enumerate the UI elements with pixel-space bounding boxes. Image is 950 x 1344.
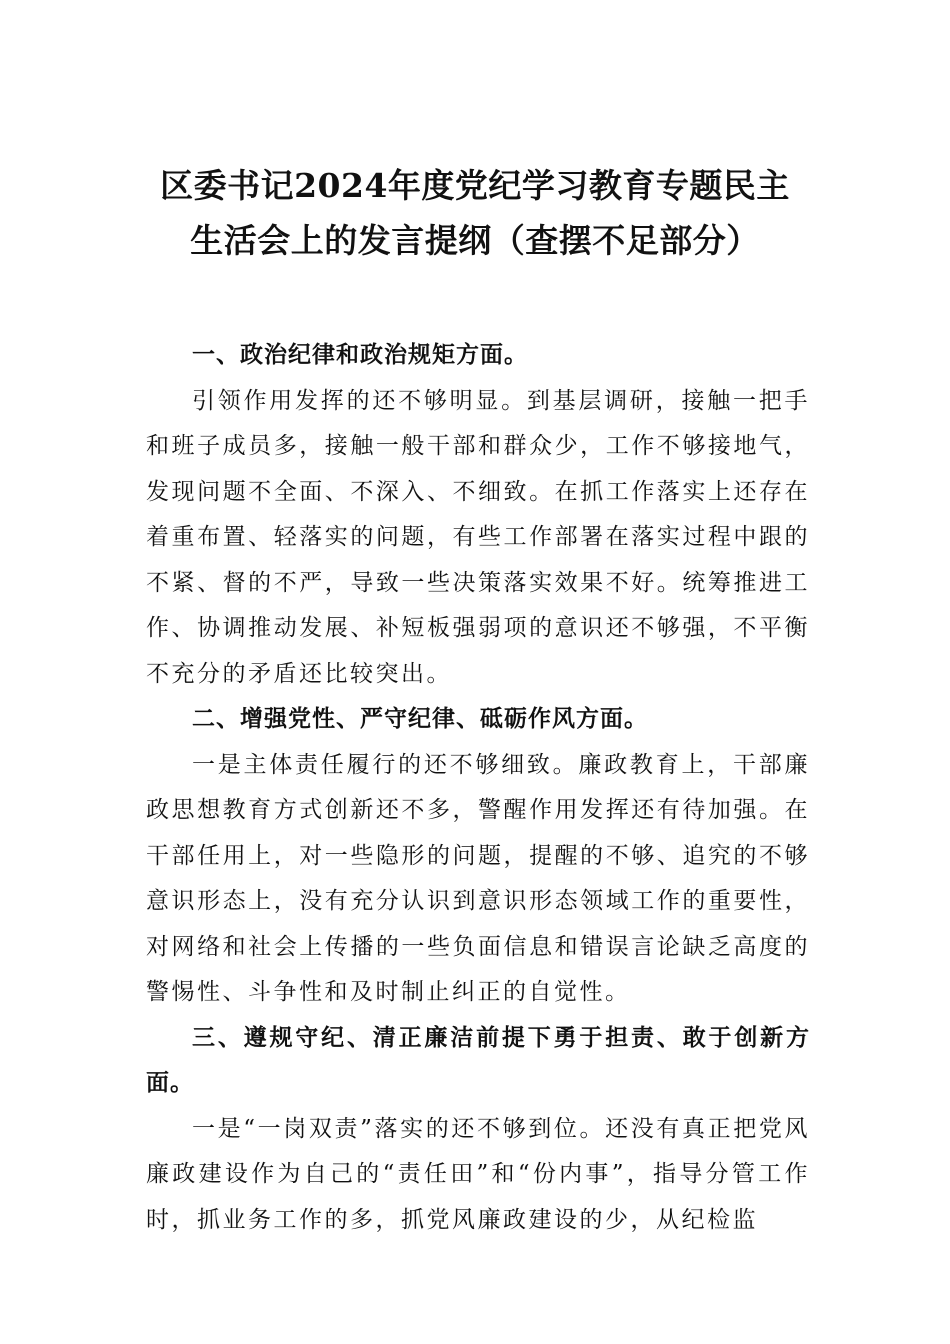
title-line-2: 生活会上的发言提纲（查摆不足部分） [190,221,760,260]
section-1-heading: 一、政治纪律和政治规矩方面。 [192,342,528,368]
document-title [120,158,830,268]
title-line-1: 区委书记2024年度党纪学习教育专题民主 [160,166,790,205]
section-3-heading: 三、遵规守纪、清正廉洁前提下勇于担责、敢于创新方面。 [146,1024,810,1096]
section-2-heading: 二、增强党性、严守纪律、砥砺作风方面。 [192,706,648,732]
document-body [146,333,810,1243]
section-1-paragraph: 引领作用发挥的还不够明显。到基层调研，接触一把手和班子成员多，接触一般干部和群众少，工作不够接地气，发现问题不全面、不深入、不细致。在抓工作落实上还存在着重布置、轻落实的问题，有些工作部署在落实过程中跟的不紧、督的不严，导致一些决策落实效果不好。统筹推进工作、协调推动发展、补短板强弱项的意识还不够强，不平衡不充分的矛盾还比较突出。 [146,387,810,687]
section-2-paragraph: 一是主体责任履行的还不够细致。廉政教育上，干部廉政思想教育方式创新还不多，警醒作用发挥还有待加强。在干部任用上，对一些隐形的问题，提醒的不够、追究的不够意识形态上，没有充分认识到意识形态领域工作的重要性，对网络和社会上传播的一些负面信息和错误言论缺乏高度的警惕性、斗争性和及时制止纠正的自觉性。 [146,751,810,1005]
section-3-paragraph: 一是“一岗双责”落实的还不够到位。还没有真正把党风廉政建设作为自己的“责任田”和“份内事”，指导分管工作时，抓业务工作的多，抓党风廉政建设的少，从纪检监 [146,1115,810,1233]
